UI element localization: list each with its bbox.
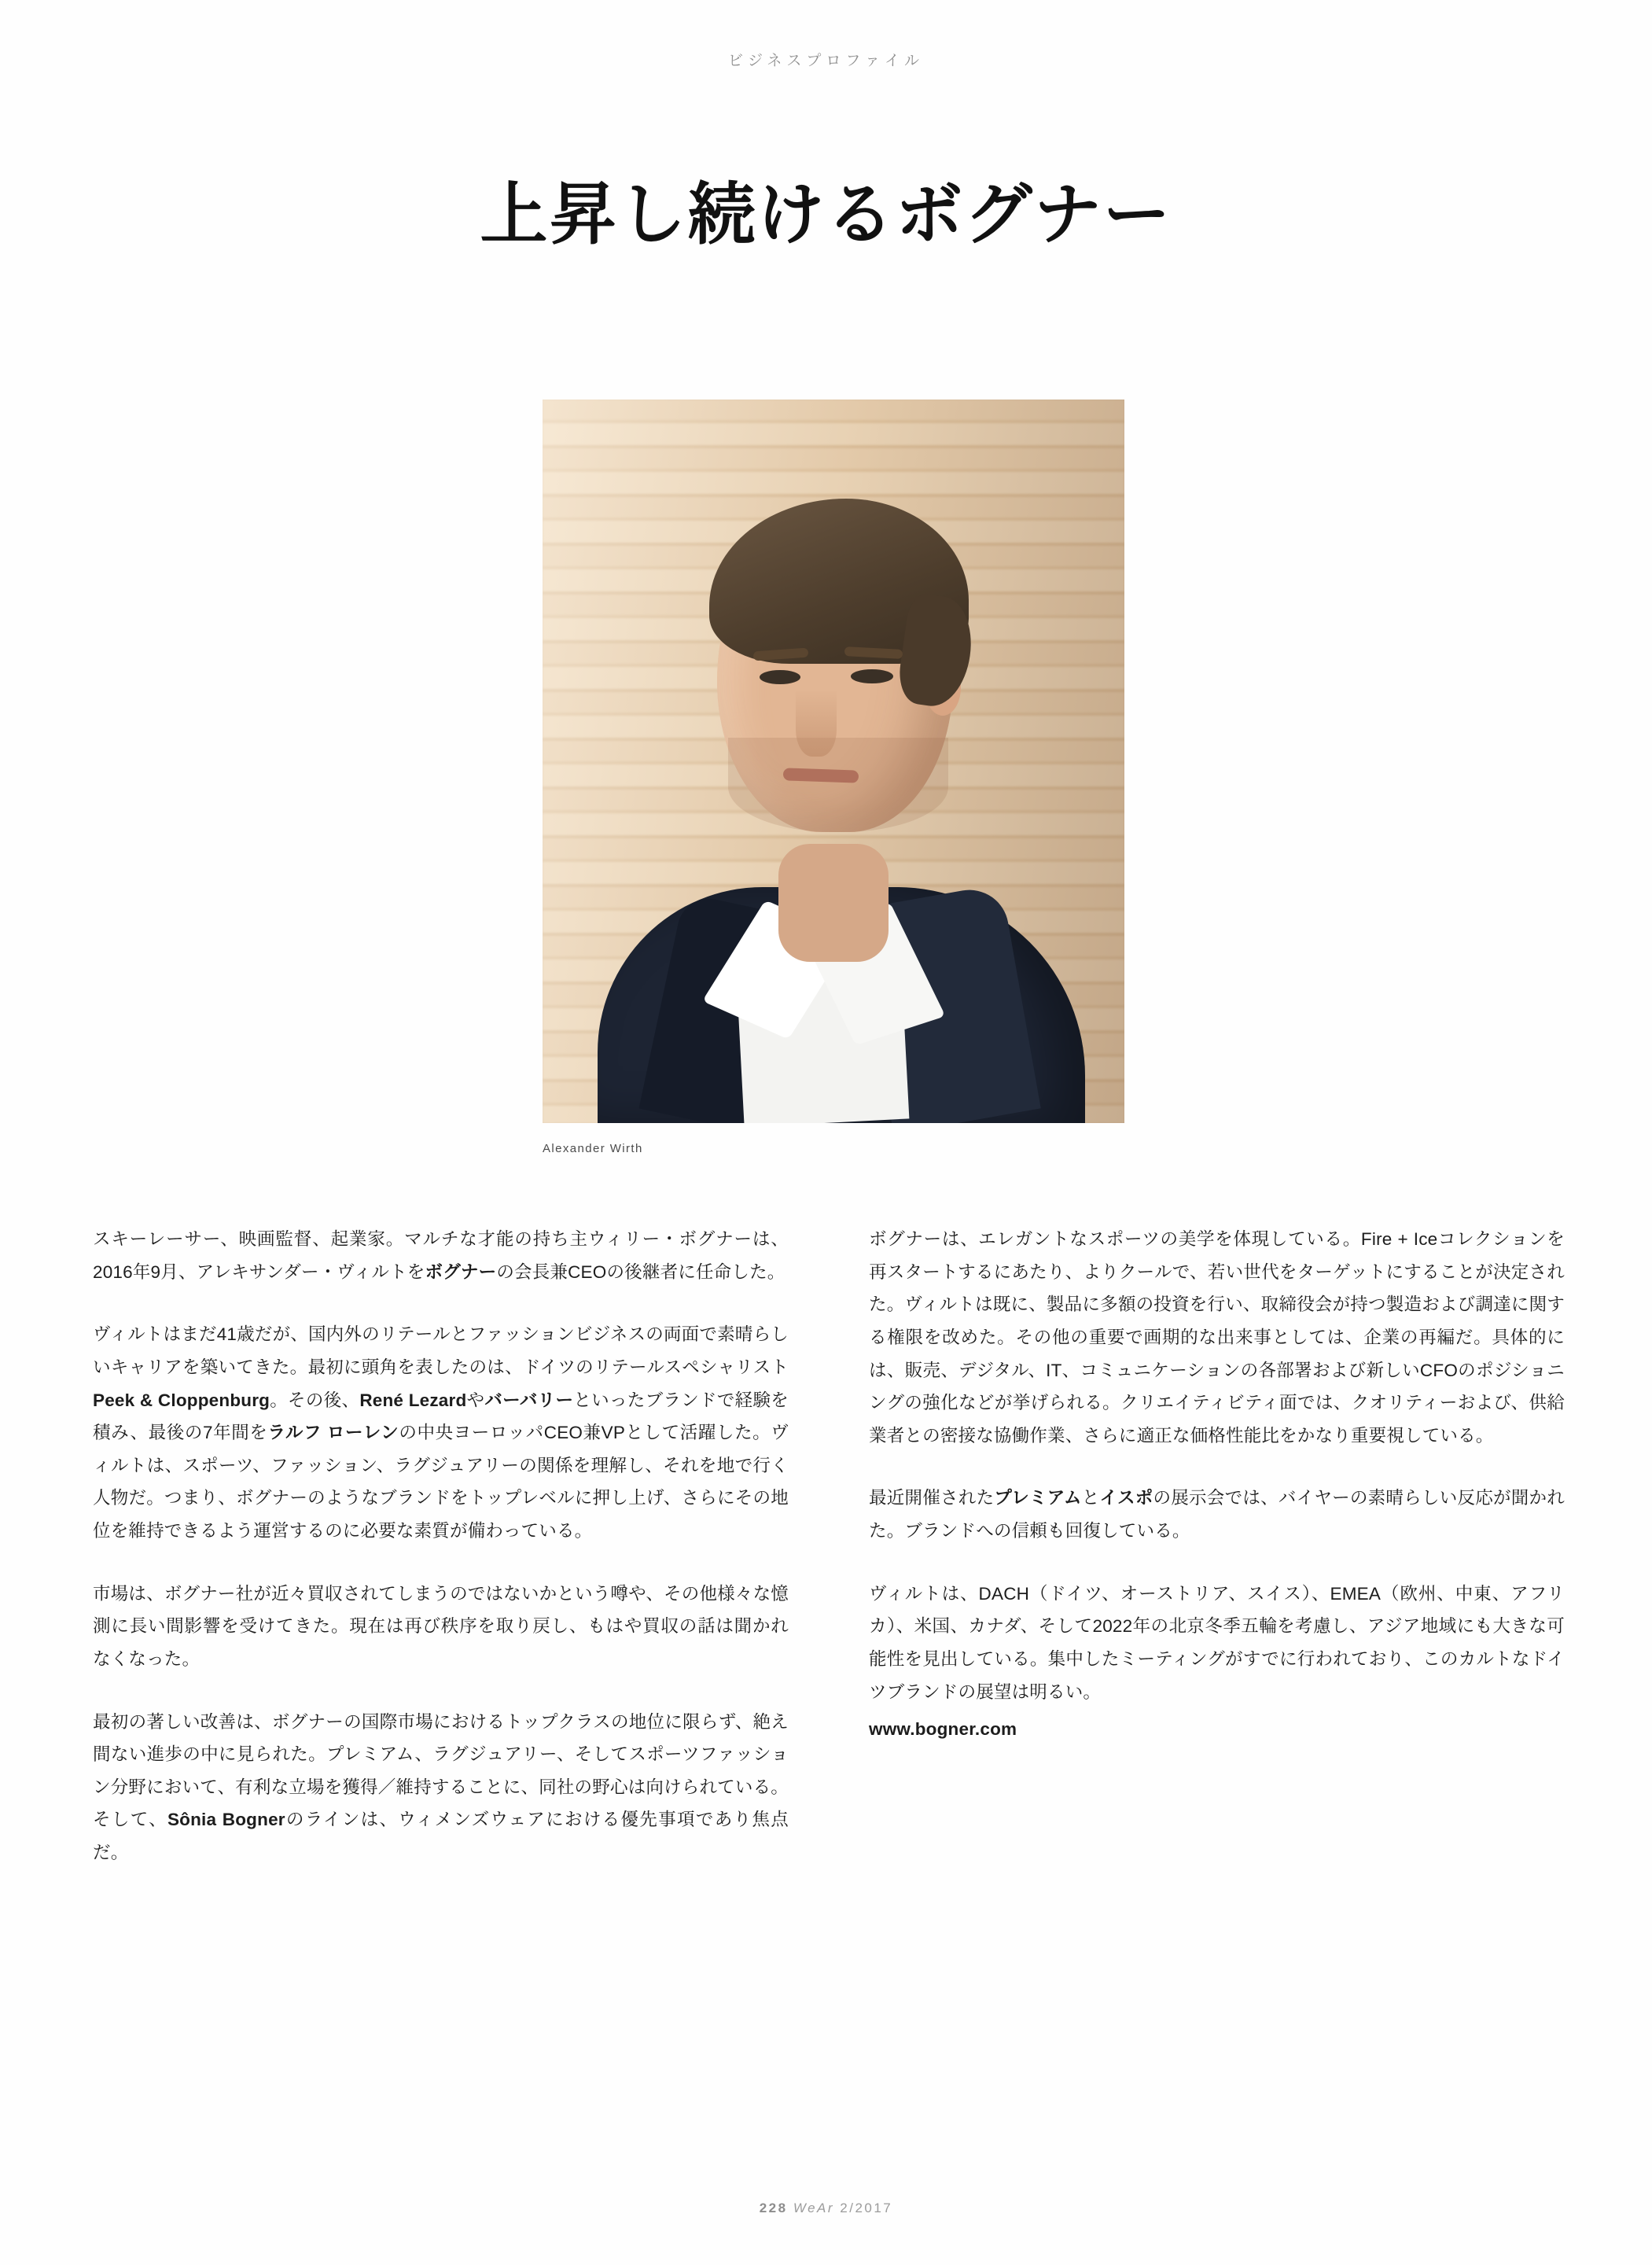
body-paragraph: 最初の著しい改善は、ボグナーの国際市場におけるトップクラスの地位に限らず、絶え間ない進歩の中に見られた。プレミアム、ラグジュアリー、そしてスポーツファッション分野において、有利な立場を獲得／維持することに、同社の野心は向けられている。そして、Sônia Bognerのラインは、ウィメンズウェアにおける優先事項であり焦点だ。 <box>93 1711 789 1862</box>
nose-shape <box>796 689 837 757</box>
mouth-shape <box>783 768 859 783</box>
page-footer <box>0 2201 1652 2216</box>
section-kicker: ビジネスプロファイル <box>727 53 925 69</box>
body-column-left <box>93 1223 789 1869</box>
body-paragraph: ヴィルトは、DACH（ドイツ、オーストリア、スイス）、EMEA（欧州、中東、アフリカ）、米国、カナダ、そして2022年の北京冬季五輪を考慮し、アジア地域にも大きな可能性を見出している。集中したミーティングがすでに行われており、このカルトなドイツブランドの展望は明るい。 www.bogner.com <box>869 1578 1565 1746</box>
body-paragraph: ヴィルトはまだ41歳だが、国内外のリテールとファッションビジネスの両面で素晴らしいキャリアを築いてきた。最初に頭角を表したのは、ドイツのリテールスペシャリストPeek & Cloppenburg。その後、René Lezardやバーバリーといったブランドで経験を積み、最後の7年間をラルフ ローレンの中央ヨーロッパCEO兼VPとして活躍した。ヴィルトは、スポーツ、ファッション、ラグジュアリーの関係を理解し、それを地で行く人物だ。つまり、ボグナーのようなブランドをトップレベルに押し上げ、さらにその地位を維持できるよう運営するのに必要な素質が備わっている。 <box>93 1324 789 1541</box>
body-paragraph: 最近開催されたプレミアムとイスポの展示会では、バイヤーの素晴らしい反応が聞かれた。ブランドへの信頼も回復している。 <box>869 1488 1565 1541</box>
magazine-name: WeAr <box>793 2201 835 2215</box>
jaw-shadow <box>728 738 948 832</box>
body-paragraph: スキーレーサー、映画監督、起業家。マルチな才能の持ち主ウィリー・ボグナーは、2016年9月、アレキサンダー・ヴィルトをボグナーの会長兼CEOの後継者に任命した。 <box>93 1229 789 1282</box>
neck-shape <box>778 844 889 962</box>
body-paragraph: 市場は、ボグナー社が近々買収されてしまうのではないかという噂や、その他様々な憶測に長い間影響を受けてきた。現在は再び秩序を取り戻し、もはや買収の話は聞かれなくなった。 <box>93 1583 789 1669</box>
issue-number: 2/2017 <box>840 2201 893 2215</box>
website-link[interactable]: www.bogner.com <box>869 1719 1017 1740</box>
photo-caption: Alexander Wirth <box>543 1142 643 1155</box>
photo-figure <box>543 400 1124 1155</box>
body-columns <box>93 1223 1565 1869</box>
body-column-right <box>869 1223 1565 1869</box>
eye-right <box>851 669 893 683</box>
portrait-image <box>543 400 1124 1123</box>
page-title: 上昇し続けるボグナー <box>480 176 1172 252</box>
eye-left <box>760 670 800 684</box>
body-paragraph: ボグナーは、エレガントなスポーツの美学を体現している。Fire + Iceコレクションを再スタートするにあたり、よりクールで、若い世代をターゲットにすることが決定された。ヴィルトは既に、製品に多額の投資を行い、取締役会が持つ製造および調達に関する権限を改めた。その他の重要で画期的な出来事としては、企業の再編だ。具体的には、販売、デジタル、IT、コミュニケーションの各部署および新しいCFOのポジショニングの強化などが挙げられる。クリエイティビティ面では、クオリティーおよび、供給業者との密接な協働作業、さらに適正な価格性能比をかなり重要視している。 <box>869 1229 1565 1446</box>
subject-silhouette <box>543 400 1124 1123</box>
page-number: 228 <box>759 2201 788 2215</box>
